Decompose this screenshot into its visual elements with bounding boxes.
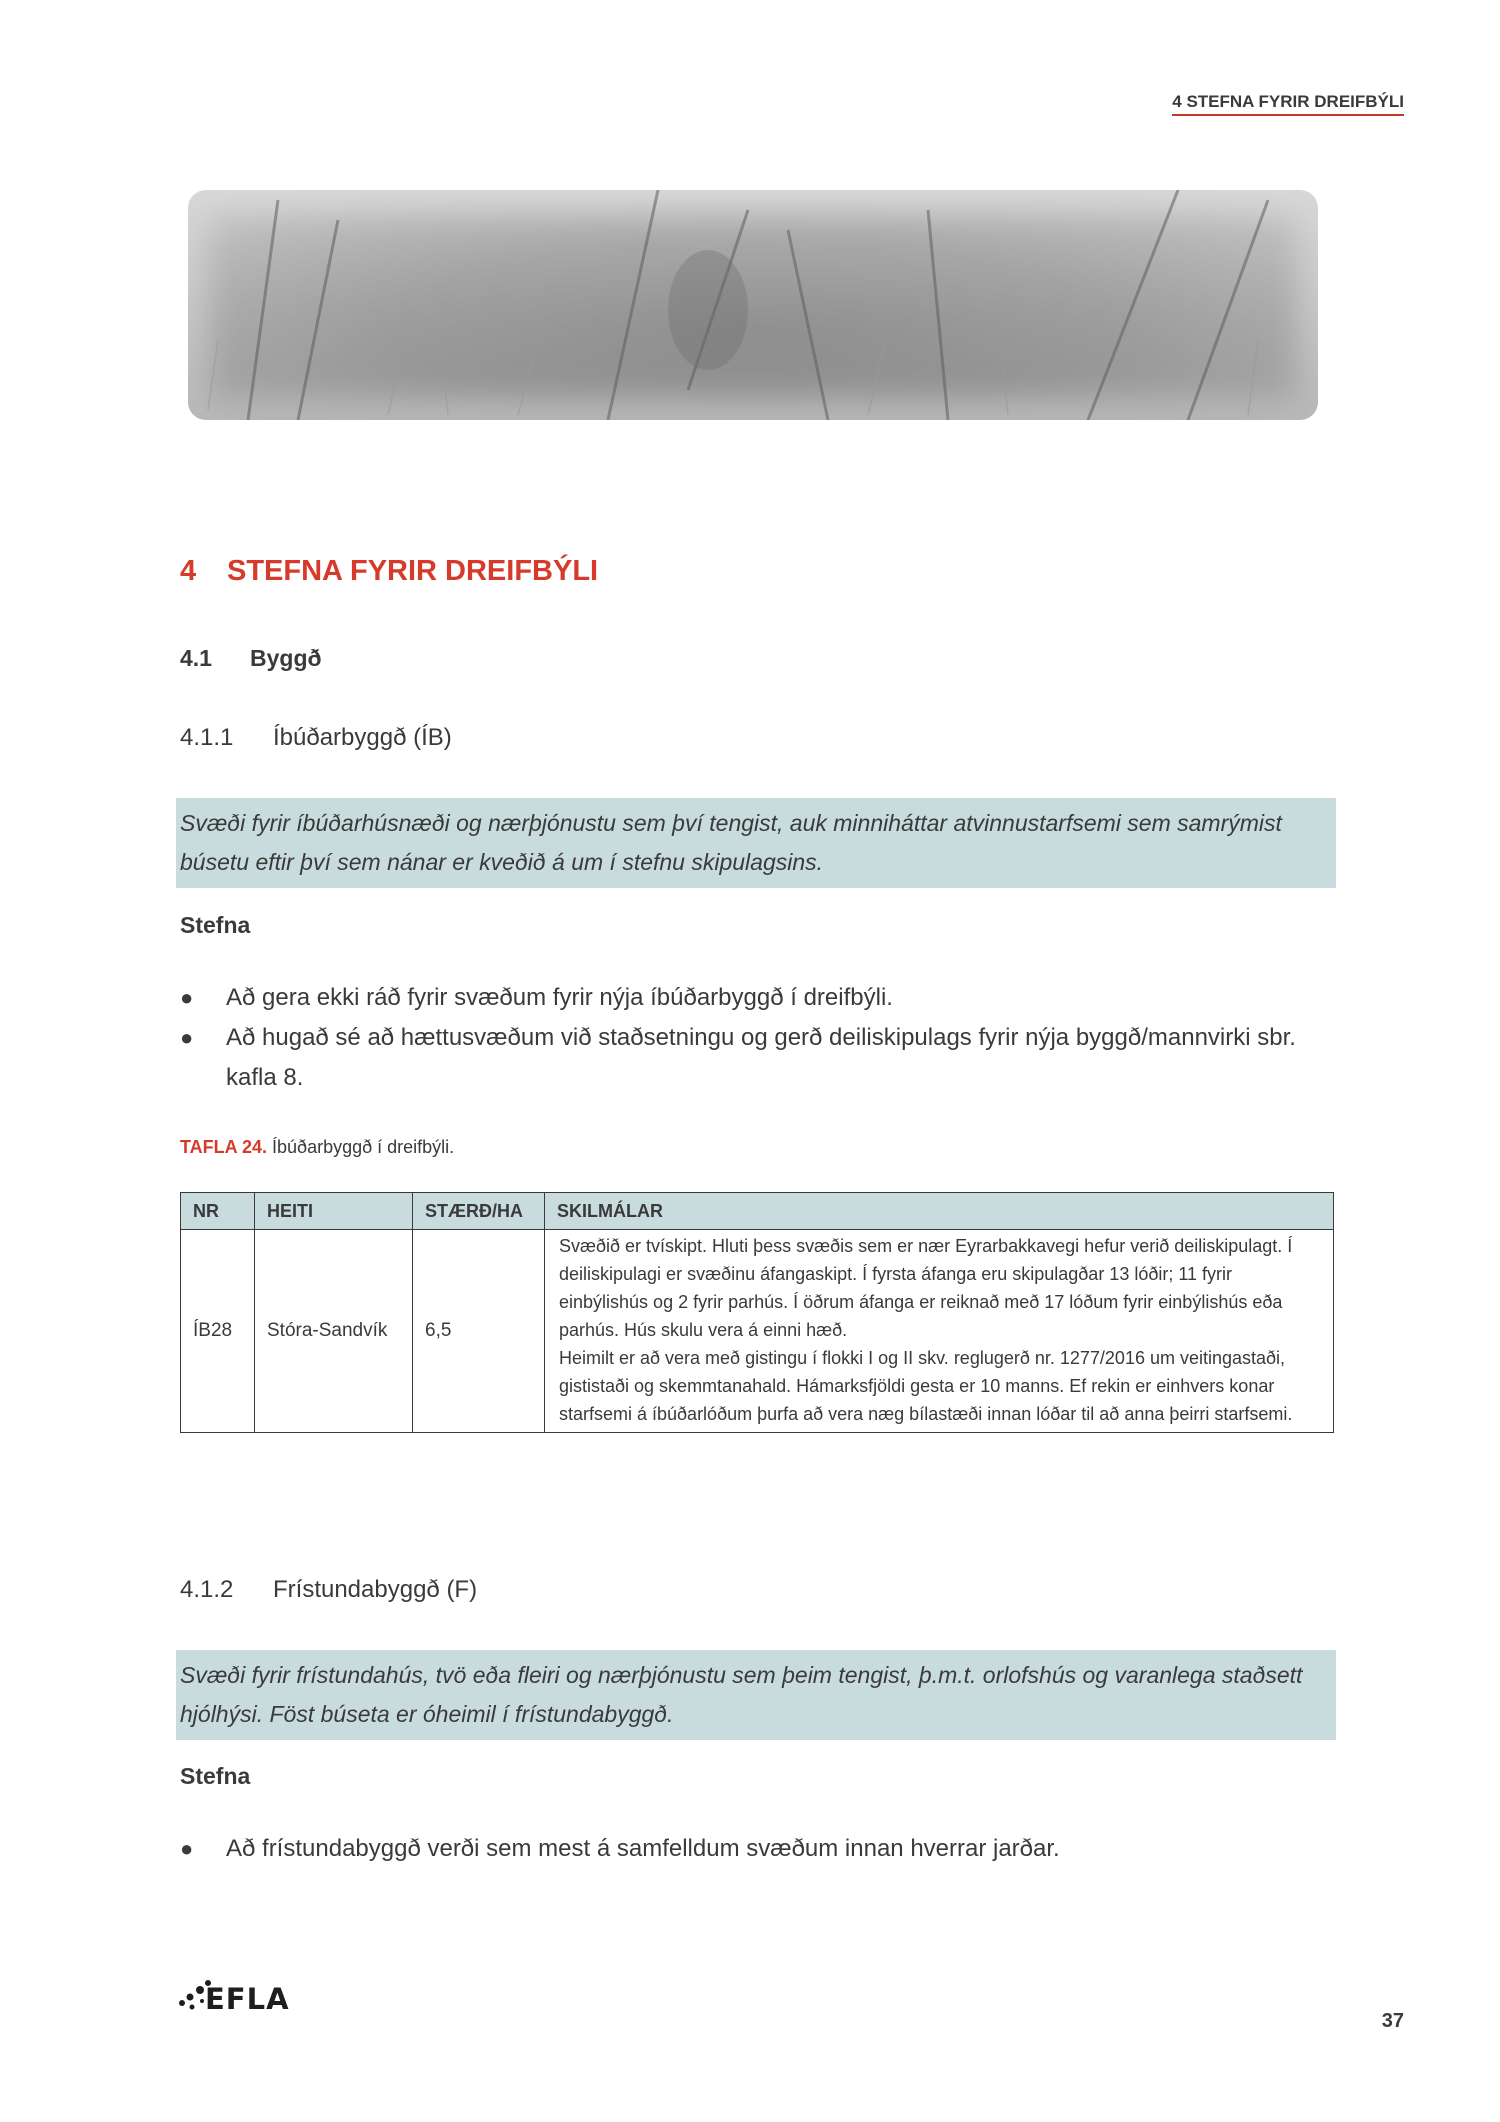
table-caption bbox=[180, 1137, 454, 1158]
table-row bbox=[181, 1230, 1334, 1433]
list-item: ● Að frístundabyggð verði sem mest á samfelldum svæðum innan hverrar jarðar. bbox=[180, 1829, 1340, 1869]
subsection-title: Frístundabyggð (F) bbox=[273, 1576, 478, 1603]
subsection-heading-residential bbox=[180, 724, 452, 752]
policy-list-residential bbox=[180, 978, 1340, 1098]
subsection-title: Íbúðarbyggð (ÍB) bbox=[273, 724, 452, 751]
efla-logo bbox=[178, 1970, 288, 2019]
subsection-heading-leisure bbox=[180, 1576, 477, 1604]
definition-box-leisure: Svæði fyrir frístundahús, tvö eða fleiri og nærþjónustu sem þeim tengist, þ.m.t. orlofshús og varanlega staðsett hjólhýsi. Föst búseta er óheimil í frístundabyggð. bbox=[176, 1650, 1336, 1740]
table-caption-label: TAFLA 24. bbox=[180, 1137, 268, 1157]
definition-box-residential: Svæði fyrir íbúðarhúsnæði og nærþjónustu sem því tengist, auk minniháttar atvinnustarfsemi sem samrýmist búsetu eftir því sem nánar er kveðið á um í stefnu skipulagsins. bbox=[176, 798, 1336, 888]
policy-heading-leisure: Stefna bbox=[180, 1763, 251, 1789]
column-header-terms: SKILMÁLAR bbox=[545, 1193, 1334, 1230]
policy-list-leisure bbox=[180, 1829, 1340, 1869]
chapter-number: 4 bbox=[180, 555, 197, 587]
cell-terms bbox=[545, 1230, 1334, 1433]
bullet-icon: ● bbox=[180, 1025, 194, 1050]
chapter-title: STEFNA FYRIR DREIFBÝLI bbox=[227, 555, 599, 587]
cell-name: Stóra-Sandvík bbox=[255, 1230, 413, 1433]
cell-nr: ÍB28 bbox=[181, 1230, 255, 1433]
terms-paragraph: Svæðið er tvískipt. Hluti þess svæðis sem er nær Eyrarbakkavegi hefur verið deiliskipulagt. Í deiliskipulagi er svæðinu áfangaskipt. Í fyrsta áfanga eru skipulagðar 13 lóðir; 11 fyrir einbýlishús og 2 fyrir parhús. Í öðrum áfanga er reiknað með 17 lóðum fyrir einbýlishús eða parhús. Hús skulu vera á einni hæð. bbox=[559, 1236, 1293, 1340]
column-header-nr: NR bbox=[181, 1193, 255, 1230]
section-number: 4.1 bbox=[180, 645, 212, 671]
subsection-number: 4.1.2 bbox=[180, 1576, 234, 1603]
grass-photo-image bbox=[188, 190, 1318, 420]
residential-areas-table bbox=[180, 1192, 1334, 1433]
running-header: 4 STEFNA FYRIR DREIFBÝLI bbox=[1172, 92, 1404, 116]
list-item: ● Að gera ekki ráð fyrir svæðum fyrir nýja íbúðarbyggð í dreifbýli. bbox=[180, 978, 1340, 1018]
section-title: Byggð bbox=[250, 645, 322, 671]
header-photo bbox=[188, 190, 1318, 420]
column-header-size: STÆRÐ/HA bbox=[413, 1193, 545, 1230]
chapter-heading bbox=[180, 555, 598, 588]
table-caption-text: Íbúðarbyggð í dreifbýli. bbox=[272, 1137, 455, 1157]
list-item: ● Að hugað sé að hættusvæðum við staðsetningu og gerð deiliskipulags fyrir nýja byggð/mannvirki sbr. kafla 8. bbox=[180, 1018, 1340, 1098]
table-header-row bbox=[181, 1193, 1334, 1230]
subsection-number: 4.1.1 bbox=[180, 724, 234, 751]
bullet-icon: ● bbox=[180, 1836, 194, 1861]
section-heading bbox=[180, 645, 322, 672]
bullet-icon: ● bbox=[180, 985, 194, 1010]
terms-paragraph: Heimilt er að vera með gistingu í flokki I og II skv. reglugerð nr. 1277/2016 um veitingastaði, gististaði og skemmtanahald. Hámarksfjöldi gesta er 10 manns. Ef rekin er einhvers konar starfsemi á íbúðarlóðum þurfa að vera næg bílastæði innan lóðar til að anna þeirri starfsemi. bbox=[559, 1348, 1293, 1424]
cell-size: 6,5 bbox=[413, 1230, 545, 1433]
efla-logo-text: EFLA bbox=[205, 1982, 290, 2016]
column-header-name: HEITI bbox=[255, 1193, 413, 1230]
page-number: 37 bbox=[1381, 2010, 1404, 2032]
policy-heading-residential: Stefna bbox=[180, 912, 251, 938]
